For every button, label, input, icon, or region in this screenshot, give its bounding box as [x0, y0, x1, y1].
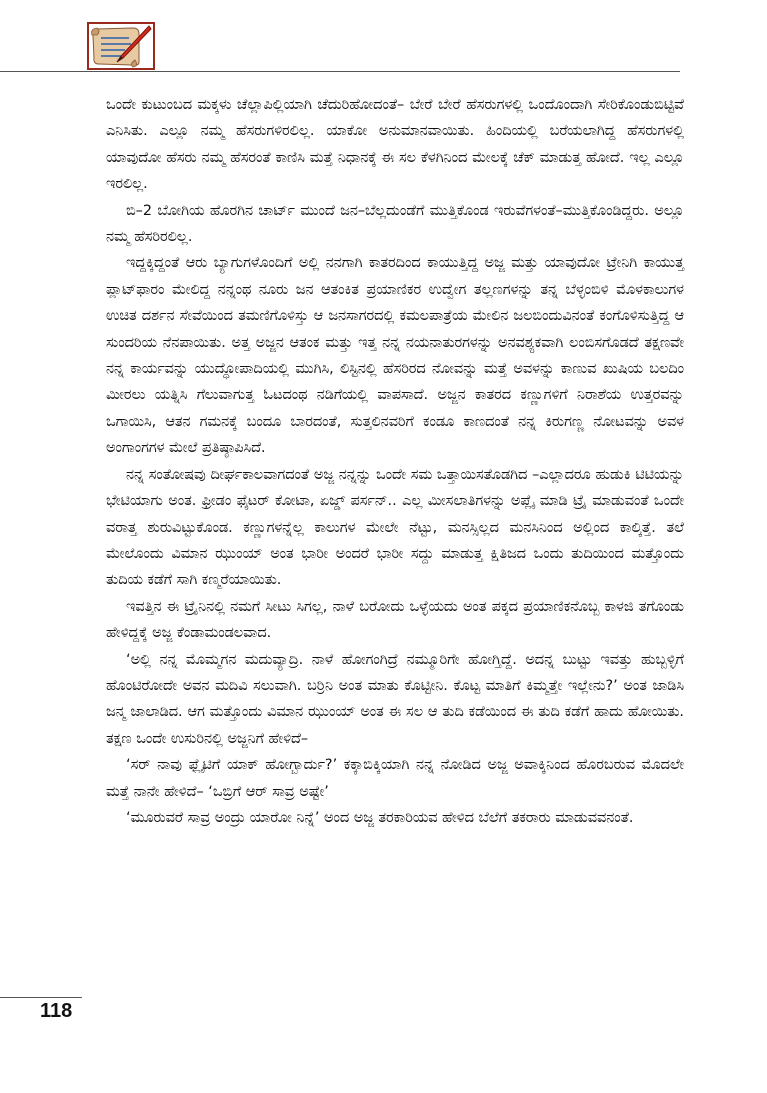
paragraph: ಇವತ್ತಿನ ಈ ಟ್ರೈನಿನಲ್ಲಿ ನಮಗೆ ಸೀಟು ಸಿಗಲ್ಲ, ನಾಳೆ ಬರೋದು ಒಳ್ಳೆಯದು ಅಂತ ಪಕ್ಕದ ಪ್ರಯಾಣಿಕನೊಬ್ಬ ಕಾಳಜಿ ತಗೊಂಡು ಹೇಳಿದ್ದಕ್ಕೆ ಅಜ್ಜ ಕೆಂಡಾಮಂಡಲವಾದ.: [106, 598, 684, 642]
paragraph: ನನ್ನ ಸಂತೋಷವು ದೀರ್ಘಕಾಲವಾಗದಂತೆ ಅಜ್ಜ ನನ್ನನ್ನು ಒಂದೇ ಸಮ ಒತ್ತಾಯಿಸತೊಡಗಿದ –ಎಲ್ಲಾದರೂ ಹುಡುಕಿ ಟಿಟಿಯನ್ನು ಭೇಟಿಯಾಗು ಅಂತ. ಫ್ರೀಡಂ ಫೈಟರ್ ಕೋಟಾ, ಏಜ್ಡ್ ಪರ್ಸನ್.. ಎಲ್ಲ ಮೀಸಲಾತಿಗಳನ್ನು ಅಪ್ಲೈ ಮಾಡಿ ಟ್ರೈ ಮಾಡುವಂತೆ ಒಂದೇ ವರಾತ್ತ ಶುರುವಿಟ್ಟುಕೊಂಡ. ಕಣ್ಣುಗಳನ್ನೆಲ್ಲ ಕಾಲುಗಳ ಮೇಲೇ ನೆಟ್ಟು, ಮನಸ್ಸಿಲ್ಲದ ಮನಸಿನಿಂದ ಅಲ್ಲಿಂದ ಕಾಲ್ಕಿತ್ತೆ. ತಲೆ ಮೇಲೊಂದು ವಿಮಾನ ಝುಂಯ್ ಅಂತ ಭಾರೀ ಅಂದರೆ ಭಾರೀ ಸದ್ದು ಮಾಡುತ್ತ ಕ್ಷಿತಿಜದ ಒಂದು ತುದಿಯಿಂದ ಮತ್ತೊಂದು ತುದಿಯ ಕಡೆಗೆ ಸಾಗಿ ಕಣ್ಮರೆಯಾಯಿತು.: [106, 466, 684, 589]
paragraph: ‘ಸರ್ ನಾವು ಫ್ಲೈಟಿಗೆ ಯಾಕ್ ಹೋಗ್ಬಾರ್ದು?’ ಕಕ್ಕಾಬಿಕ್ಕಿಯಾಗಿ ನನ್ನ ನೋಡಿದ ಅಜ್ಜ ಅವಾಕ್ಕಿನಿಂದ ಹೊರಬರುವ ಮೊದಲೇ ಮತ್ತೆ ನಾನೇ ಹೇಳಿದೆ– ‘ಒಬ್ರಿಗೆ ಆರ್ ಸಾವ್ರ ಅಷ್ಟೇ’: [106, 757, 684, 800]
header-rule: [0, 71, 680, 72]
paragraph: ‘ಮೂರುವರೆ ಸಾವ್ರ ಅಂದ್ರು ಯಾರೋ ನಿನ್ನೆ’ ಅಂದ ಅಜ್ಜ ತರಕಾರಿಯವ ಹೇಳಿದ ಬೆಲೆಗೆ ತಕರಾರು ಮಾಡುವವನಂತೆ.: [126, 809, 634, 826]
paragraph: ‘ಅಲ್ಲಿ ನನ್ನ ಮೊಮ್ಮಗನ ಮದುವ್ಯಾದ್ರಿ. ನಾಳೆ ಹೋಗಂಗಿದ್ರೆ ನಮ್ಮೂರಿಗೇ ಹೋಗ್ತಿದ್ದೆ. ಅದನ್ನ ಬುಟ್ಟು ಇವತ್ತು ಹುಬ್ಬಳ್ಳಿಗೆ ಹೊಂಟಿರೋದೇ ಅವನ ಮದಿವಿ ಸಲುವಾಗಿ. ಬರ್‍ರಿನಿ ಅಂತ ಮಾತು ಕೊಟ್ಟೀನಿ. ಕೊಟ್ಟ ಮಾತಿಗೆ ಕಿಮ್ಮತ್ತೇ ಇಲ್ಲೇನು?’ ಅಂತ ಜಾಡಿಸಿ ಜನ್ಮ ಜಾಲಾಡಿದ. ಆಗ ಮತ್ತೊಂದು ವಿಮಾನ ಝುಂಯ್ ಅಂತ ಈ ಸಲ ಆ ತುದಿ ಕಡೆಯಿಂದ ಈ ತುದಿ ಕಡೆಗೆ ಹಾದು ಹೋಯಿತು. ತಕ್ಷಣ ಒಂದೇ ಉಸುರಿನಲ್ಲಿ ಅಜ್ಜನಿಗೆ ಹೇಳಿದೆ–: [106, 651, 684, 747]
footer-rule: [0, 997, 82, 998]
paragraph: ಬಿ–2 ಬೋಗಿಯ ಹೊರಗಿನ ಚಾರ್ಟ್ ಮುಂದೆ ಜನ–ಬೆಲ್ಲದುಂಡೆಗೆ ಮುತ್ತಿಕೊಂಡ ಇರುವೆಗಳಂತೆ–ಮುತ್ತಿಕೊಂಡಿದ್ದರು. ಅಲ್ಲೂ ನಮ್ಮ ಹೆಸರಿರಲಿಲ್ಲ.: [106, 202, 684, 246]
page-number: 118: [40, 1000, 73, 1022]
paragraph: ಒಂದೇ ಕುಟುಂಬದ ಮಕ್ಕಳು ಚೆಲ್ಲಾಪಿಲ್ಲಿಯಾಗಿ ಚೆದುರಿಹೋದಂತೆ– ಬೇರೆ ಬೇರೆ ಹೆಸರುಗಳಲ್ಲಿ ಒಂದೊಂದಾಗಿ ಸೇರಿಕೊಂಡುಬಿಟ್ಟಿವೆ ಎನಿಸಿತು. ಎಲ್ಲೂ ನಮ್ಮ ಹೆಸರುಗಳಿರಲಿಲ್ಲ. ಯಾಕೋ ಅನುಮಾನವಾಯಿತು. ಹಿಂದಿಯಲ್ಲಿ ಬರೆಯಲಾಗಿದ್ದ ಹೆಸರುಗಳಲ್ಲಿ ಯಾವುದೋ ಹೆಸರು ನಮ್ಮ ಹೆಸರಂತೆ ಕಾಣಿಸಿ ಮತ್ತೆ ನಿಧಾನಕ್ಕೆ ಈ ಸಲ ಕೆಳಗಿನಿಂದ ಮೇಲಕ್ಕೆ ಚೆಕ್ ಮಾಡುತ್ತ ಹೋದೆ. ಇಲ್ಲ ಎಲ್ಲೂ ಇರಲಿಲ್ಲ.: [106, 97, 684, 193]
paragraph: ಇದ್ದಕ್ಕಿದ್ದಂತೆ ಆರು ಬ್ಯಾಗುಗಳೊಂದಿಗೆ ಅಲ್ಲಿ ನನಗಾಗಿ ಕಾತರದಿಂದ ಕಾಯುತ್ತಿದ್ದ ಅಜ್ಜ ಮತ್ತು ಯಾವುದೋ ಟ್ರೇನಿಗಿ ಕಾಯುತ್ತ ಪ್ಲಾಟ್‌ಫಾರಂ ಮೇಲಿದ್ದ ನನ್ನಂಥ ನೂರು ಜನ ಆತಂಕಿತ ಪ್ರಯಾಣಿಕರ ಉದ್ವೇಗ ತಲ್ಲಣಗಳನ್ನು ತನ್ನ ಬೆಳ್ಳಂಬಿಳಿ ಮೊಳಕಾಲುಗಳ ಉಚಿತ ದರ್ಶನ ಸೇವೆಯಿಂದ ತಮಣಿಗೊಳಿಸ್ತು ಆ ಜನಸಾಗರದಲ್ಲಿ ಕಮಲಪಾತ್ರೆಯ ಮೇಲಿನ ಜಲಬಿಂದುವಿನಂತೆ ಕಂಗೊಳಿಸುತ್ತಿದ್ದ ಆ ಸುಂದರಿಯ ನೆನಪಾಯಿತು. ಅತ್ತ ಅಜ್ಜನ ಆತಂಕ ಮತ್ತು ಇತ್ತ ನನ್ನ ನಯನಾತುರಗಳನ್ನು ಅನವಶ್ಯಕವಾಗಿ ಲಂಬಿಸಗೊಡದೆ ತಕ್ಷಣವೇ ನನ್ನ ಕಾರ್ಯವನ್ನು ಯುದ್ಧೋಪಾದಿಯಲ್ಲಿ ಮುಗಿಸಿ, ಲಿಸ್ಟಿನಲ್ಲಿ ಹೆಸರಿರದ ನೋವನ್ನು ಮತ್ತೆ ಅವಳನ್ನು ಕಾಣುವ ಖುಷಿಯ ಬಲದಿಂ ಮೀರಲು ಯತ್ನಿಸಿ ಗೆಲುವಾಗುತ್ತ ಓಟದಂಥ ನಡಿಗೆಯಲ್ಲಿ ವಾಪಸಾದೆ. ಅಜ್ಜನ ಕಾತರದ ಕಣ್ಣುಗಳಿಗೆ ನಿರಾಶೆಯ ಉತ್ತರವನ್ನು ಒಗಾಯಿಸಿ, ಆತನ ಗಮನಕ್ಕೆ ಬಂದೂ ಬಾರದಂತೆ, ಸುತ್ತಲಿನವರಿಗೆ ಕಂಡೂ ಕಾಣದಂತೆ ನನ್ನ ಕಿರುಗಣ್ಣ ನೋಟವನ್ನು ಅವಳ ಅಂಗಾಂಗಗಳ ಮೇಲೆ ಪ್ರತಿಷ್ಠಾಪಿಸಿದೆ.: [106, 255, 684, 457]
header-logo-icon: [87, 22, 155, 70]
page-body: [106, 92, 684, 831]
